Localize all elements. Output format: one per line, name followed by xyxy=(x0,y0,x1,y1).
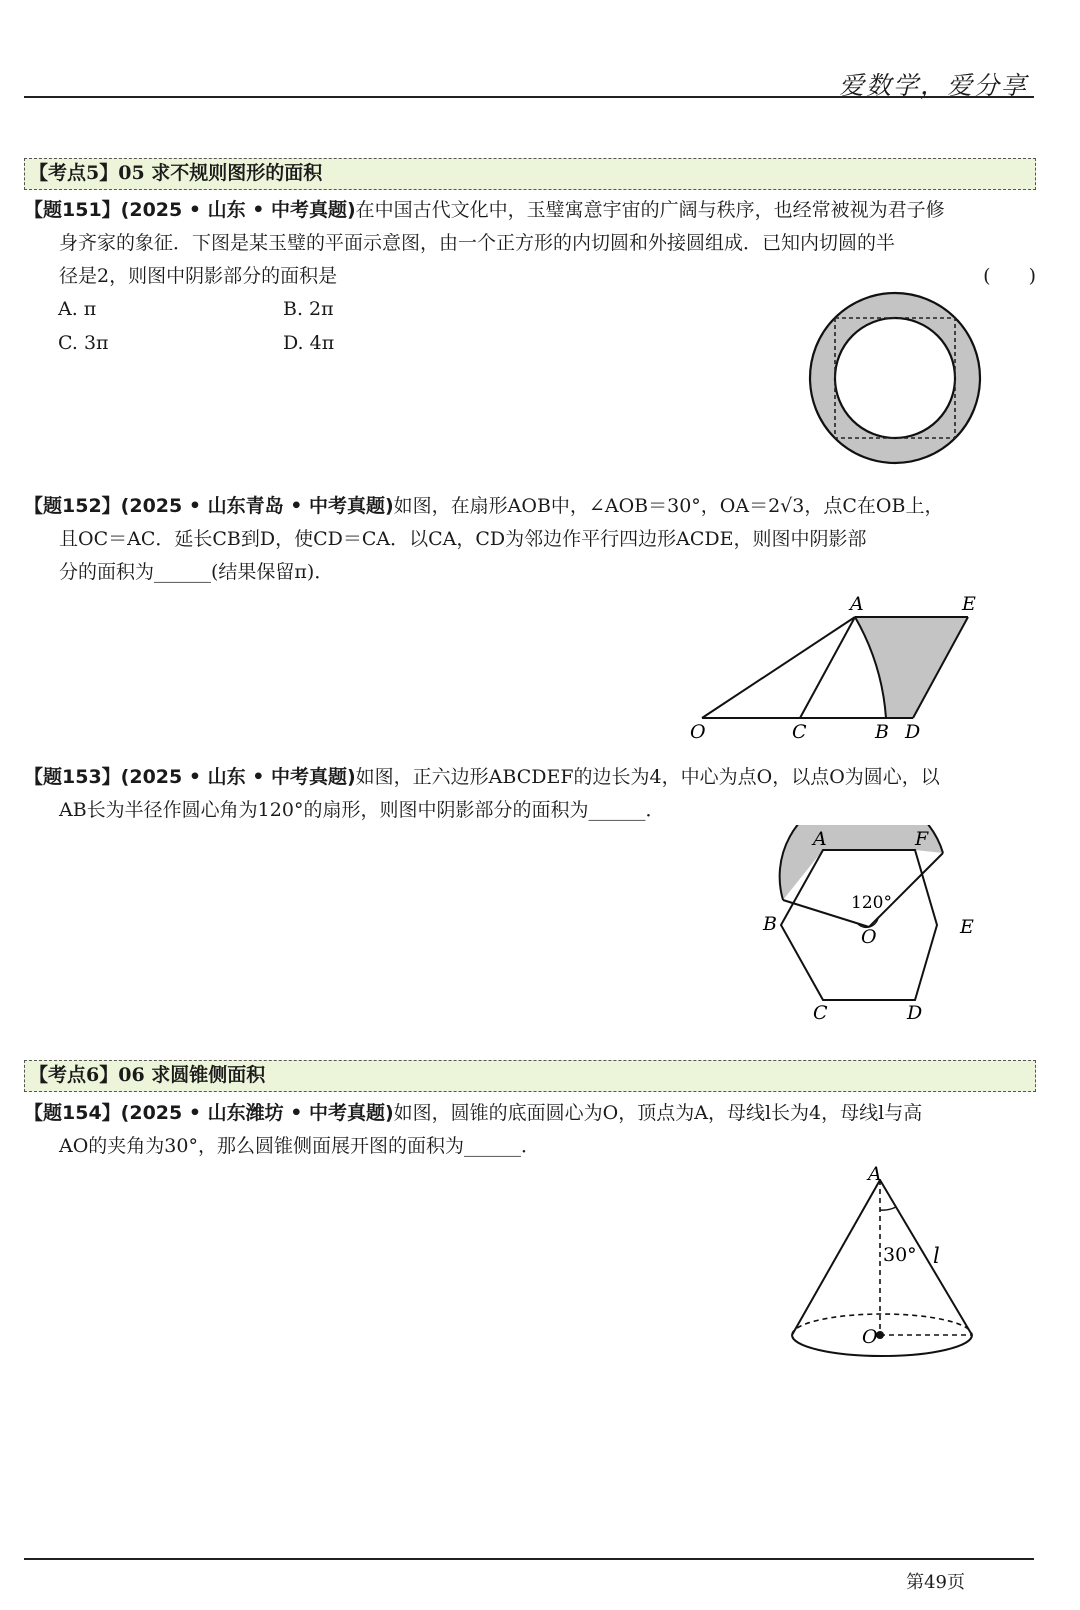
question-number: 【题154】 xyxy=(24,1102,121,1124)
label-D: D xyxy=(905,721,921,743)
label-F: F xyxy=(915,828,929,850)
label-E: E xyxy=(960,916,974,938)
label-B: B xyxy=(763,913,777,935)
question-number: 【题151】 xyxy=(24,199,121,221)
label-A: A xyxy=(868,1163,882,1185)
question-text-line: 且OC＝AC．延长CB到D，使CD＝CA．以CA，CD为邻边作平行四边形ACDE，则图中阴影部 xyxy=(59,528,867,550)
sector-parallelogram-figure xyxy=(680,588,1000,748)
question-152 xyxy=(24,490,1036,589)
label-O: O xyxy=(690,721,706,743)
question-text-line: 分的面积为______(结果保留π)． xyxy=(59,561,334,583)
section-heading-5: 【考点5】05 求不规则图形的面积 xyxy=(24,158,1036,190)
question-number: 【题153】 xyxy=(24,766,121,788)
question-text-line: 在中国古代文化中，玉璧寓意宇宙的广阔与秩序，也经常被视为君子修 xyxy=(355,199,945,221)
question-151 xyxy=(24,194,1036,293)
option-b: B. 2π xyxy=(283,298,334,320)
label-E: E xyxy=(962,593,976,615)
question-text-line: AO的夹角为30°，那么圆锥侧面展开图的面积为______． xyxy=(59,1135,540,1157)
question-text-line: 径是2，则图中阴影部分的面积是 xyxy=(59,265,338,287)
angle-label: 30° xyxy=(883,1244,917,1266)
question-text-line: 如图，正六边形ABCDEF的边长为4，中心为点O，以点O为圆心，以 xyxy=(355,766,940,788)
header-rule xyxy=(24,96,1034,98)
label-D: D xyxy=(907,1002,923,1024)
label-A: A xyxy=(813,828,827,850)
angle-label: 120° xyxy=(851,893,892,913)
page-number: 第49页 xyxy=(906,1572,965,1593)
inner-circle xyxy=(835,318,955,438)
question-source: (2025 • 山东青岛 • 中考真题) xyxy=(120,495,394,517)
question-text-line: 身齐家的象征．下图是某玉璧的平面示意图，由一个正方形的内切圆和外接圆组成．已知内切圆的半 xyxy=(59,232,896,254)
option-d: D. 4π xyxy=(283,332,335,354)
question-number: 【题152】 xyxy=(24,495,121,517)
label-B: B xyxy=(875,721,889,743)
header-slogan: 爱数学，爱分享 xyxy=(838,71,1028,100)
label-C: C xyxy=(792,721,807,743)
footer-rule xyxy=(24,1558,1034,1560)
label-l: l xyxy=(933,1244,940,1268)
option-c: C. 3π xyxy=(58,332,109,354)
label-C: C xyxy=(813,1002,828,1024)
section-heading-6: 【考点6】06 求圆锥侧面积 xyxy=(24,1060,1036,1092)
cone-figure xyxy=(780,1160,1000,1370)
question-153 xyxy=(24,761,1036,827)
question-source: (2025 • 山东潍坊 • 中考真题) xyxy=(120,1102,394,1124)
option-a: A. π xyxy=(58,298,97,320)
label-O: O xyxy=(861,926,877,948)
question-source: (2025 • 山东 • 中考真题) xyxy=(120,766,356,788)
question-source: (2025 • 山东 • 中考真题) xyxy=(120,199,356,221)
question-text-line: 如图，在扇形AOB中，∠AOB＝30°，OA＝2√3，点C在OB上， xyxy=(393,495,944,517)
label-A: A xyxy=(850,593,864,615)
jade-disc-figure xyxy=(800,290,1000,470)
shaded-region xyxy=(855,617,968,718)
label-O: O xyxy=(862,1326,878,1348)
question-text-line: AB长为半径作圆心角为120°的扇形，则图中阴影部分的面积为______． xyxy=(59,799,665,821)
answer-paren: ( ) xyxy=(983,265,1036,287)
hexagon-sector-figure xyxy=(755,825,995,1025)
question-154 xyxy=(24,1097,1036,1163)
question-text-line: 如图，圆锥的底面圆心为O，顶点为A，母线l长为4，母线l与高 xyxy=(393,1102,923,1124)
